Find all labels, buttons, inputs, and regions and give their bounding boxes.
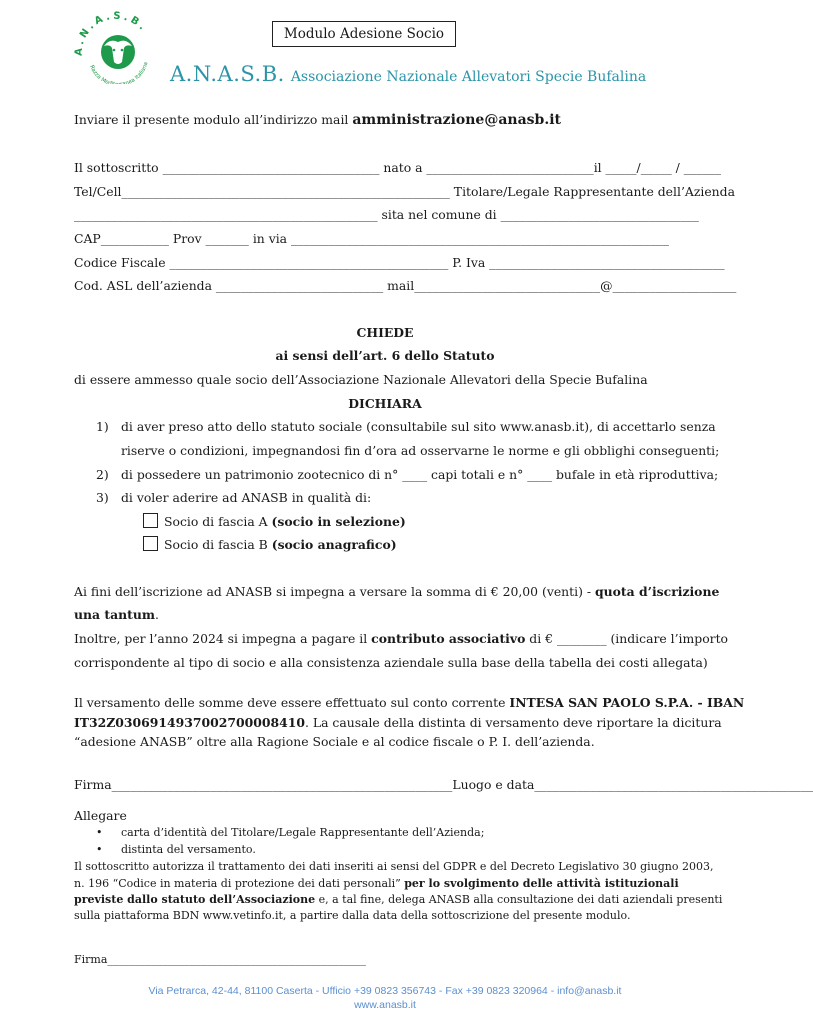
attachment-bullet-2: • [96,843,103,856]
fees-line1 [74,584,719,599]
payment-bank: INTESA SAN PAOLO S.P.A. - IBAN [509,695,745,710]
attachment-item-2: distinta del versamento. [121,843,256,856]
contact-email[interactable]: amministrazione@anasb.it [352,112,561,128]
option-fascia-b-detail: (socio anagrafico) [271,537,397,552]
item1-number: 1) [96,419,109,434]
privacy-line4: sulla piattaforma BDN www.vetinfo.it, a partire dalla data della sottoscrizione del presente modulo. [74,909,631,922]
payment-line1 [74,695,744,710]
intro-line [74,112,561,128]
field-row-azienda[interactable]: _________________________________________________ sita nel comune di ________________________________ [74,207,699,222]
privacy-line2-text: n. 196 “Codice in materia di protezione dei dati personali” [74,877,401,890]
checkbox-fascia-a[interactable] [143,513,158,528]
privacy-line3-text: e, a tal fine, delega ANASB alla consultazione dei dati aziendali presenti [318,893,723,906]
footer-website[interactable]: www.anasb.it [354,999,416,1011]
item2-text: di possedere un patrimonio zootecnico di n° ____ capi totali e n° ____ bufale in età riproduttiva; [121,467,719,482]
privacy-line3-bold: previste dallo statuto dell’Associazione [74,893,316,906]
fees-line3 [74,631,728,646]
anasb-logo [70,10,162,84]
logo-tagline: Razza Med nea Italiana [88,61,150,84]
field-row-indirizzo[interactable]: CAP___________ Prov _______ in via _____________________________________________________________ [74,231,669,246]
option-fascia-a-detail: (socio in selezione) [271,514,406,529]
option-fascia-b-label: Socio di fascia B [164,537,268,552]
fees-line2 [74,607,159,622]
item3-number: 3) [96,490,109,505]
item1-line2: riserve o condizioni, impegnandosi fin d’ora ad osservarne le norme e gli obblighi conseguenti; [121,443,720,458]
checkbox-fascia-b[interactable] [143,536,158,551]
field-row-asl-mail[interactable]: Cod. ASL dell’azienda ___________________________ mail______________________________@____________________ [74,278,737,293]
request-subheading: ai sensi dell’art. 6 dello Statuto [275,348,495,363]
signature-row [74,777,813,792]
fees-line3-b[interactable]: di € ________ (indicare l’importo [529,631,729,646]
item1-line1: di aver preso atto dello statuto sociale (consultabile sul sito www.anasb.it), di accettarlo senza [121,419,716,434]
org-full-name: Associazione Nazionale Allevatori Specie Bufalina [290,69,647,85]
request-heading: CHIEDE [356,325,414,340]
fees-quota-iscrizione: quota d’iscrizione [595,584,720,599]
privacy-line1: Il sottoscritto autorizza il trattamento dei dati inseriti ai sensi del GDPR e del Decreto Legislativo 30 giugno 2003, [74,860,714,873]
privacy-line2-bold: per lo svolgimento delle attività istituzionali [404,877,679,890]
attachment-item-1: carta d’identità del Titolare/Legale Rappresentante dell’Azienda; [121,826,485,839]
payment-line3: “adesione ANASB” oltre alla Ragione Sociale e al codice fiscale o P. I. dell’azienda. [74,734,595,749]
privacy-line2 [74,877,679,890]
item3-text: di voler aderire ad ANASB in qualità di: [121,490,372,505]
fees-line4: corrispondente al tipo di socio e alla consistenza aziendale sulla base della tabella dei costi allegata) [74,655,708,670]
fees-una-tantum: una tantum [74,607,155,622]
attachments-heading: Allegare [74,808,127,823]
attachment-bullet-1: • [96,826,103,839]
declaration-heading: DICHIARA [348,396,422,411]
fees-line3-a: Inoltre, per l’anno 2024 si impegna a pagare il [74,631,368,646]
option-fascia-b[interactable] [143,536,397,552]
organization-name [170,62,646,86]
option-fascia-a[interactable] [143,513,406,529]
fees-line2-end: . [154,607,159,622]
item2-number: 2) [96,467,109,482]
field-row-sottoscritto[interactable]: Il sottoscritto ___________________________________ nato a ___________________________il _____/_____ / ______ [74,160,721,175]
luogo-data-field[interactable]: Luogo e data_____________________________________________ [452,777,813,792]
firma-field[interactable]: Firma_______________________________________________________ [74,777,453,792]
fees-line1-text: Ai fini dell’iscrizione ad ANASB si impegna a versare la somma di € 20,00 (venti) - [74,584,592,599]
payment-line1-text: Il versamento delle somme deve essere effettuato sul conto corrente [74,695,506,710]
payment-line2 [74,715,722,730]
footer-address: Via Petrarca, 42-44, 81100 Caserta - Ufficio +39 0823 356743 - Fax +39 0823 320964 - info@anasb.it [148,985,622,997]
field-row-codice-fiscale[interactable]: Codice Fiscale _____________________________________________ P. Iva ______________________________________ [74,255,725,270]
org-acronym: A.N.A.S.B. [170,62,285,86]
intro-text: Inviare il presente modulo all’indirizzo mail [74,112,349,127]
payment-iban: IT32Z0306914937002700008410 [74,715,305,730]
request-text: di essere ammesso quale socio dell’Associazione Nazionale Allevatori della Specie Bufalina [74,372,648,387]
field-row-telefono[interactable]: Tel/Cell_____________________________________________________ Titolare/Legale Rappresentante dell’Azienda [74,184,735,199]
logo-text: A.N.A.S.B. [73,10,150,57]
form-title: Modulo Adesione Socio [272,21,456,47]
fees-contributo: contributo associativo [371,631,526,646]
final-signature-field[interactable]: Firma_______________________________________________ [74,953,366,966]
option-fascia-a-label: Socio di fascia A [164,514,268,529]
payment-line2-text: . La causale della distinta di versamento deve riportare la dicitura [304,715,722,730]
privacy-line3 [74,893,722,906]
